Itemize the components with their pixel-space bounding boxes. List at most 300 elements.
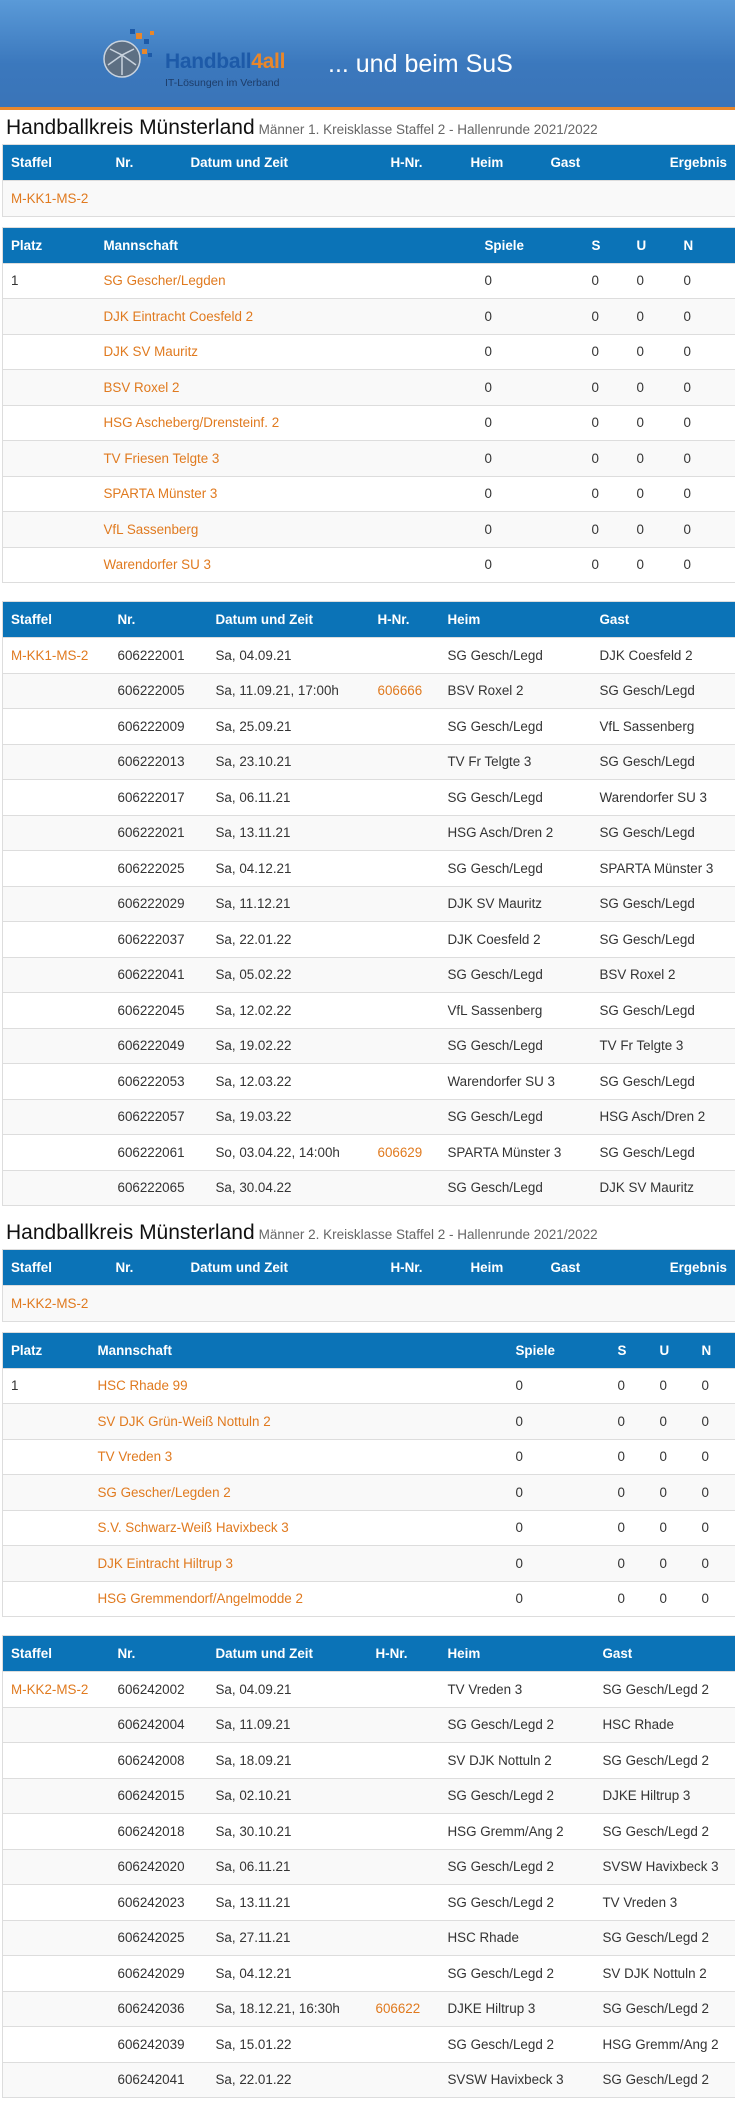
heim-cell: DJKE Hiltrup 3 [440,1991,595,2027]
spiele-cell: 0 [508,1368,610,1404]
col-ergebnis: Ergebnis [623,145,735,181]
heim-cell: HSC Rhade [440,1920,595,1956]
col-datum: Datum und Zeit [183,145,383,181]
table-row [3,299,735,335]
game-nr-cell: 606222057 [110,1099,208,1135]
staffel-link [3,744,110,780]
gast-cell: SG Gesch/Legd [592,815,735,851]
team-link[interactable]: S.V. Schwarz-Weiß Havixbeck 3 [90,1510,508,1546]
col-staffel: Staffel [3,145,108,181]
staffel-link [3,780,110,816]
col-spiele: Spiele [508,1332,610,1368]
hallen-nr-link [370,886,440,922]
spiele-cell: 0 [508,1439,610,1475]
games-table [2,1635,735,2098]
heim-cell: BSV Roxel 2 [440,673,592,709]
spiele-cell: 0 [477,370,584,406]
standings-table [2,1332,735,1618]
game-nr-cell: 606242041 [110,2062,208,2098]
n-cell: 0 [676,441,735,477]
u-cell: 0 [652,1510,694,1546]
col-u: U [652,1332,694,1368]
gast-cell: HSG Asch/Dren 2 [592,1099,735,1135]
col-nr: Nr. [108,1250,183,1286]
table-row [3,851,735,887]
col-platz: Platz [3,1332,90,1368]
section-title: Handballkreis Münsterland Männer 1. Kreisklasse Staffel 2 - Hallenrunde 2021/2022 [6,116,598,139]
standings-table [2,227,735,584]
col-gast: Gast [595,1636,735,1672]
team-link[interactable]: SG Gescher/Legden 2 [90,1475,508,1511]
spiele-cell: 0 [508,1510,610,1546]
standings-header [3,1332,735,1368]
table-row [3,2027,735,2063]
game-nr-cell: 606242002 [110,1672,208,1708]
team-link[interactable]: HSG Ascheberg/Drensteinf. 2 [96,405,477,441]
s-cell: 0 [584,405,629,441]
heim-cell: SPARTA Münster 3 [440,1135,592,1171]
games-body [3,638,735,1206]
n-cell: 0 [694,1439,735,1475]
spiele-cell: 0 [477,405,584,441]
heim-cell: VfL Sassenberg [440,993,592,1029]
game-nr-cell: 606242023 [110,1885,208,1921]
table-row [3,993,735,1029]
team-link[interactable]: HSC Rhade 99 [90,1368,508,1404]
gast-cell: SG Gesch/Legd 2 [595,2062,735,2098]
gast-cell: SG Gesch/Legd [592,673,735,709]
standings-body [3,1368,735,1617]
u-cell: 0 [629,512,676,548]
datum-cell: Sa, 05.02.22 [208,957,370,993]
heim-cell: DJK Coesfeld 2 [440,922,592,958]
hallen-nr-link[interactable]: 606622 [368,1991,440,2027]
heim-cell: SG Gesch/Legd 2 [440,1778,595,1814]
hallen-nr-link [370,957,440,993]
heim-cell: SG Gesch/Legd [440,851,592,887]
spiele-cell: 0 [477,547,584,583]
table-row [3,2062,735,2098]
hallen-nr-link[interactable]: 606629 [370,1135,440,1171]
u-cell: 0 [652,1404,694,1440]
table-row [3,476,735,512]
col-nr: Nr. [108,145,183,181]
table-row [3,334,735,370]
spiele-cell: 0 [477,476,584,512]
game-nr-cell: 606222013 [110,744,208,780]
hallen-nr-link [370,1028,440,1064]
n-cell: 0 [676,476,735,512]
datum-cell: Sa, 04.12.21 [208,1956,368,1992]
col-staffel: Staffel [3,1250,108,1286]
table-row [3,1743,735,1779]
table-row [3,1439,735,1475]
gast-cell: VfL Sassenberg [592,709,735,745]
spiele-cell: 0 [477,263,584,299]
n-cell: 0 [694,1581,735,1617]
staffel-link [3,1135,110,1171]
game-nr-cell: 606242004 [110,1707,208,1743]
col-n: N [694,1332,735,1368]
staffel-link [3,815,110,851]
hallen-nr-link [368,2062,440,2098]
platz-cell [3,476,96,512]
heim-cell: HSG Gremm/Ang 2 [440,1814,595,1850]
col-ergebnis: Ergebnis [623,1250,735,1286]
platz-cell [3,334,96,370]
game-nr-cell: 606222061 [110,1135,208,1171]
datum-cell: Sa, 22.01.22 [208,922,370,958]
staffel-link [3,1920,110,1956]
heim-cell: SG Gesch/Legd 2 [440,1707,595,1743]
gast-cell: SPARTA Münster 3 [592,851,735,887]
game-nr-cell: 606222045 [110,993,208,1029]
s-cell: 0 [584,263,629,299]
datum-cell: Sa, 19.02.22 [208,1028,370,1064]
table-row [3,1546,735,1582]
datum-cell: Sa, 02.10.21 [208,1778,368,1814]
table-row [3,922,735,958]
staffel-link [3,922,110,958]
game-nr-cell: 606222037 [110,922,208,958]
hallen-nr-link [368,1672,440,1708]
table-row [3,1707,735,1743]
col-heim: Heim [463,1250,543,1286]
game-nr-cell: 606222017 [110,780,208,816]
table-row [3,1368,735,1404]
staffel-link [3,851,110,887]
staffel-link [3,1743,110,1779]
table-row [3,1404,735,1440]
staffel-link [3,1778,110,1814]
gast-cell: SG Gesch/Legd 2 [595,1672,735,1708]
datum-cell: Sa, 22.01.22 [208,2062,368,2098]
heim-cell: Warendorfer SU 3 [440,1064,592,1100]
u-cell: 0 [652,1475,694,1511]
hallen-nr-link[interactable]: 606666 [370,673,440,709]
game-nr-cell: 606222053 [110,1064,208,1100]
game-nr-cell: 606222041 [110,957,208,993]
u-cell: 0 [629,441,676,477]
hallen-nr-link [370,1064,440,1100]
col-hnr: H-Nr. [370,602,440,638]
standings-header [3,227,735,263]
hallen-nr-link [370,709,440,745]
game-nr-cell: 606242020 [110,1849,208,1885]
datum-cell: Sa, 11.09.21 [208,1707,368,1743]
handball-logo-icon [100,25,160,85]
col-heim: Heim [440,1636,595,1672]
gast-cell: SG Gesch/Legd [592,744,735,780]
col-s: S [610,1332,652,1368]
team-link[interactable]: TV Vreden 3 [90,1439,508,1475]
s-cell: 0 [584,441,629,477]
spiele-cell: 0 [477,299,584,335]
heim-cell: SG Gesch/Legd [440,1099,592,1135]
team-link[interactable]: DJK Eintracht Coesfeld 2 [96,299,477,335]
staffel-link [3,1991,110,2027]
datum-cell: Sa, 12.03.22 [208,1064,370,1100]
heim-cell: SG Gesch/Legd [440,1028,592,1064]
hallen-nr-link [368,1778,440,1814]
col-hnr: H-Nr. [368,1636,440,1672]
staffel-link [3,2062,110,2098]
game-nr-cell: 606242008 [110,1743,208,1779]
col-hnr: H-Nr. [383,145,463,181]
gast-cell: SG Gesch/Legd [592,886,735,922]
spiele-cell: 0 [477,512,584,548]
datum-cell: Sa, 19.03.22 [208,1099,370,1135]
game-nr-cell: 606222001 [110,638,208,674]
col-hnr: H-Nr. [383,1250,463,1286]
u-cell: 0 [629,547,676,583]
heim-cell: SG Gesch/Legd [440,638,592,674]
staffel-link [3,673,110,709]
spiele-cell: 0 [477,441,584,477]
u-cell: 0 [652,1439,694,1475]
gast-cell: DJKE Hiltrup 3 [595,1778,735,1814]
col-datum: Datum und Zeit [208,1636,368,1672]
staffel-link [3,957,110,993]
staffel-link[interactable]: M-KK1-MS-2 [3,638,110,674]
platz-cell [3,1510,90,1546]
n-cell: 0 [694,1546,735,1582]
s-cell: 0 [610,1439,652,1475]
spiele-cell: 0 [477,334,584,370]
hallen-nr-link [370,780,440,816]
col-heim: Heim [440,602,592,638]
col-staffel: Staffel [3,1636,110,1672]
datum-cell: So, 03.04.22, 14:00h [208,1135,370,1171]
hallen-nr-link [370,851,440,887]
team-link[interactable]: SPARTA Münster 3 [96,476,477,512]
u-cell: 0 [629,476,676,512]
staffel-link [3,1064,110,1100]
hallen-nr-link [368,1956,440,1992]
platz-cell [3,1404,90,1440]
heim-cell: TV Vreden 3 [440,1672,595,1708]
logo-subtitle: IT-Lösungen im Verband [165,77,280,89]
table-row [3,1672,735,1708]
spiele-cell: 0 [508,1546,610,1582]
table-row [3,1956,735,1992]
table-row [3,1885,735,1921]
team-link[interactable]: Warendorfer SU 3 [96,547,477,583]
table-row [3,780,735,816]
table-row [3,1170,735,1206]
gast-cell: DJK Coesfeld 2 [592,638,735,674]
staffel-link [3,886,110,922]
games-header [3,1636,735,1672]
datum-cell: Sa, 13.11.21 [208,1885,368,1921]
logo-text: Handball4all [165,50,286,73]
datum-cell: Sa, 30.10.21 [208,1814,368,1850]
datum-cell: Sa, 18.09.21 [208,1743,368,1779]
game-nr-cell: 606222009 [110,709,208,745]
hallen-nr-link [368,2027,440,2063]
u-cell: 0 [652,1368,694,1404]
staffel-link [3,993,110,1029]
platz-cell: 1 [3,263,96,299]
gast-cell: SV DJK Nottuln 2 [595,1956,735,1992]
gast-cell: HSC Rhade [595,1707,735,1743]
s-cell: 0 [584,547,629,583]
game-nr-cell: 606242015 [110,1778,208,1814]
n-cell: 0 [694,1368,735,1404]
gast-cell: HSG Gremm/Ang 2 [595,2027,735,2063]
platz-cell: 1 [3,1368,90,1404]
heim-cell: SV DJK Nottuln 2 [440,1743,595,1779]
u-cell: 0 [629,370,676,406]
gast-cell: DJK SV Mauritz [592,1170,735,1206]
game-nr-cell: 606242025 [110,1920,208,1956]
team-link[interactable]: DJK SV Mauritz [96,334,477,370]
s-cell: 0 [610,1404,652,1440]
staffel-link[interactable]: M-KK2-MS-2 [3,1672,110,1708]
table-row [3,1475,735,1511]
game-nr-cell: 606222029 [110,886,208,922]
table-row [3,181,735,217]
n-cell: 0 [676,263,735,299]
platz-cell [3,512,96,548]
staffel-link [3,1707,110,1743]
datum-cell: Sa, 27.11.21 [208,1920,368,1956]
team-link[interactable]: TV Friesen Telgte 3 [96,441,477,477]
team-link[interactable]: BSV Roxel 2 [96,370,477,406]
table-row [3,638,735,674]
site-header [0,0,735,110]
n-cell: 0 [694,1510,735,1546]
table-row [3,1991,735,2027]
staffel-link [3,1028,110,1064]
game-nr-cell: 606222005 [110,673,208,709]
s-cell: 0 [584,370,629,406]
datum-cell: Sa, 12.02.22 [208,993,370,1029]
staffel-link[interactable]: M-KK2-MS-2 [3,1286,735,1322]
table-row [3,370,735,406]
games-table [2,601,735,1206]
datum-cell: Sa, 04.09.21 [208,638,370,674]
table-row [3,263,735,299]
datum-cell: Sa, 04.12.21 [208,851,370,887]
team-link[interactable]: SG Gescher/Legden [96,263,477,299]
s-cell: 0 [610,1368,652,1404]
col-nr: Nr. [110,602,208,638]
hallen-nr-link [370,815,440,851]
col-n: N [676,227,735,263]
staffel-link [3,1849,110,1885]
s-cell: 0 [584,476,629,512]
platz-cell [3,1475,90,1511]
platz-cell [3,547,96,583]
team-link[interactable]: HSG Gremmendorf/Angelmodde 2 [90,1581,508,1617]
heim-cell: SG Gesch/Legd 2 [440,2027,595,2063]
game-nr-cell: 606222025 [110,851,208,887]
table-row [3,1510,735,1546]
table-row [3,1286,735,1322]
game-nr-cell: 606242036 [110,1991,208,2027]
col-u: U [629,227,676,263]
s-cell: 0 [584,299,629,335]
staffel-link [3,1885,110,1921]
gast-cell: SG Gesch/Legd 2 [595,1743,735,1779]
col-platz: Platz [3,227,96,263]
datum-cell: Sa, 06.11.21 [208,1849,368,1885]
table-row [3,1849,735,1885]
section-title: Handballkreis Münsterland Männer 2. Kreisklasse Staffel 2 - Hallenrunde 2021/2022 [6,1221,598,1244]
team-link[interactable]: VfL Sassenberg [96,512,477,548]
gast-cell: SVSW Havixbeck 3 [595,1849,735,1885]
col-gast: Gast [543,1250,623,1286]
table-row [3,1814,735,1850]
platz-cell [3,441,96,477]
hallen-nr-link [370,993,440,1029]
hallen-nr-link [368,1849,440,1885]
table-row [3,1064,735,1100]
slogan: ... und beim SuS [328,50,513,78]
platz-cell [3,299,96,335]
col-heim: Heim [463,145,543,181]
summary-table [2,144,735,217]
hallen-nr-link [368,1814,440,1850]
datum-cell: Sa, 04.09.21 [208,1672,368,1708]
heim-cell: SG Gesch/Legd [440,957,592,993]
staffel-link [3,1170,110,1206]
n-cell: 0 [694,1404,735,1440]
col-nr: Nr. [110,1636,208,1672]
datum-cell: Sa, 06.11.21 [208,780,370,816]
heim-cell: SVSW Havixbeck 3 [440,2062,595,2098]
col-mannschaft: Mannschaft [96,227,477,263]
datum-cell: Sa, 13.11.21 [208,815,370,851]
heim-cell: SG Gesch/Legd 2 [440,1956,595,1992]
heim-cell: TV Fr Telgte 3 [440,744,592,780]
heim-cell: SG Gesch/Legd [440,1170,592,1206]
table-row [3,709,735,745]
platz-cell [3,1439,90,1475]
game-nr-cell: 606222021 [110,815,208,851]
team-link[interactable]: SV DJK Grün-Weiß Nottuln 2 [90,1404,508,1440]
hallen-nr-link [370,744,440,780]
datum-cell: Sa, 25.09.21 [208,709,370,745]
gast-cell: SG Gesch/Legd [592,922,735,958]
standings-body [3,263,735,583]
staffel-link [3,2027,110,2063]
staffel-link [3,1099,110,1135]
table-row [3,1581,735,1617]
table-row [3,405,735,441]
summary-header [3,145,735,181]
games-header [3,602,735,638]
hallen-nr-link [368,1707,440,1743]
n-cell: 0 [694,1475,735,1511]
spiele-cell: 0 [508,1475,610,1511]
table-row [3,1099,735,1135]
heim-cell: SG Gesch/Legd 2 [440,1885,595,1921]
s-cell: 0 [610,1475,652,1511]
staffel-link[interactable]: M-KK1-MS-2 [3,181,735,217]
gast-cell: Warendorfer SU 3 [592,780,735,816]
table-row [3,957,735,993]
s-cell: 0 [610,1546,652,1582]
table-row [3,886,735,922]
platz-cell [3,1581,90,1617]
table-row [3,1920,735,1956]
team-link[interactable]: DJK Eintracht Hiltrup 3 [90,1546,508,1582]
gast-cell: SG Gesch/Legd [592,1064,735,1100]
n-cell: 0 [676,370,735,406]
game-nr-cell: 606222049 [110,1028,208,1064]
